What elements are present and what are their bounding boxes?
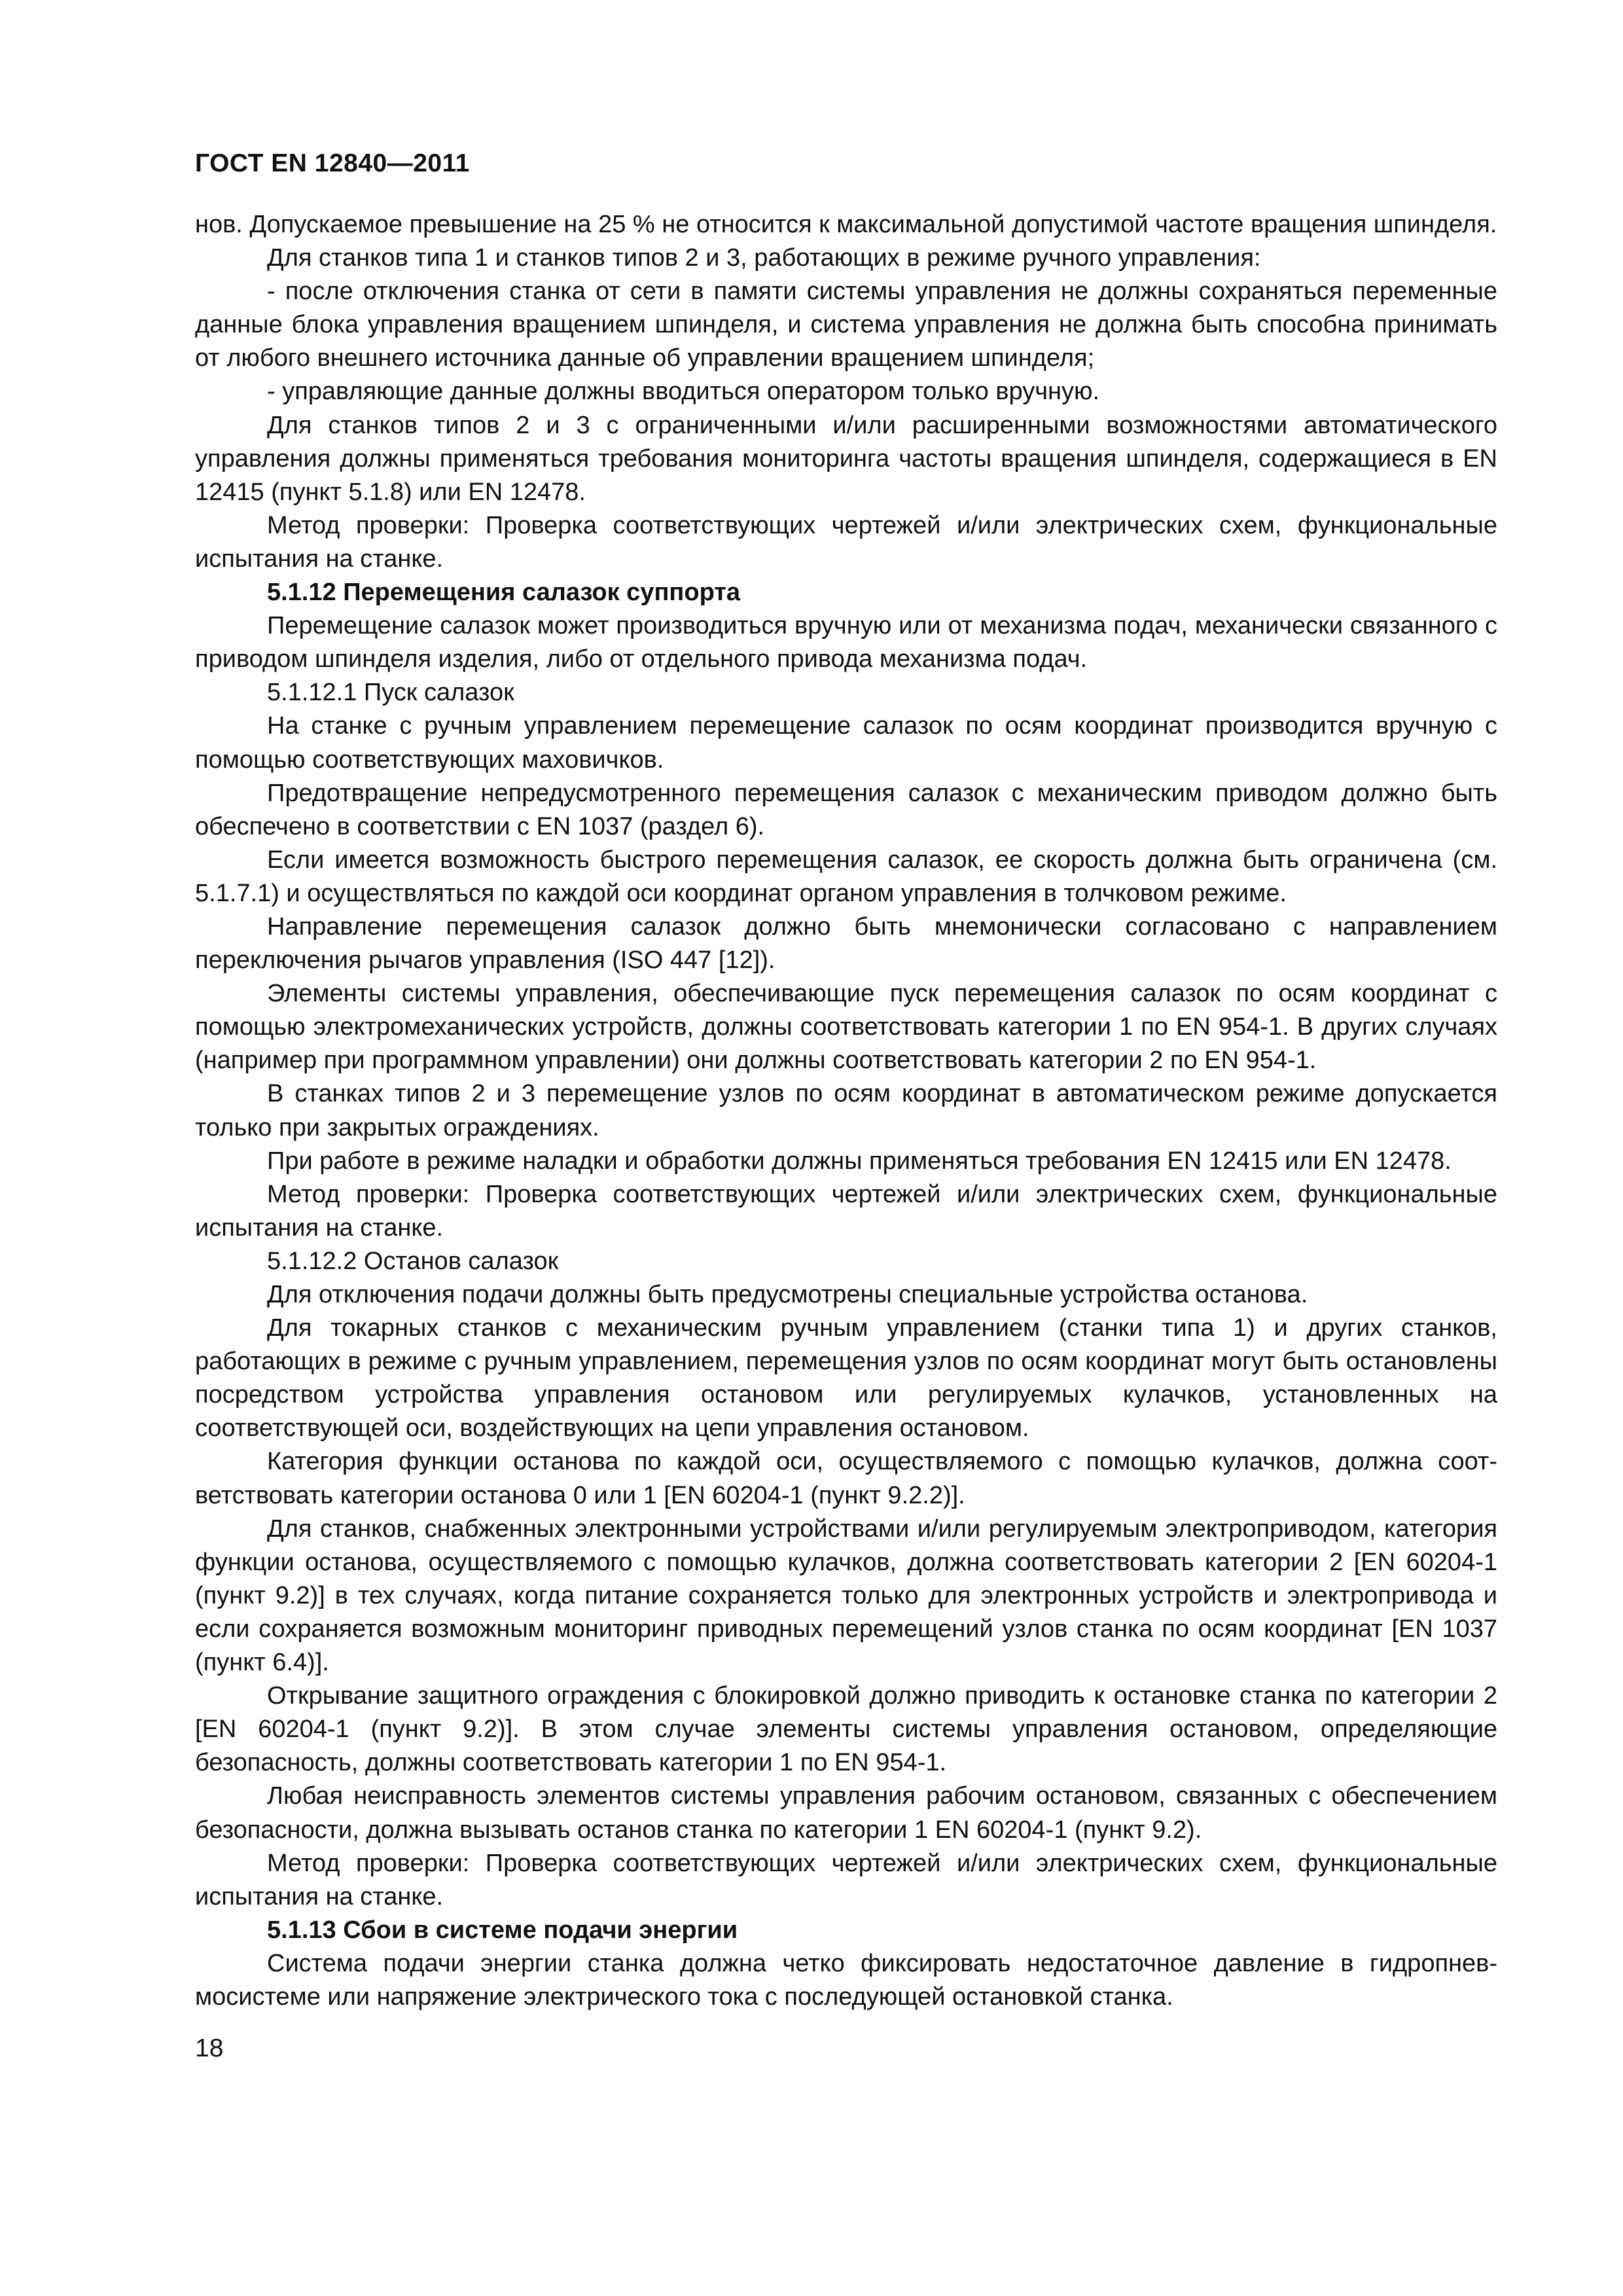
page-number: 18 bbox=[195, 2034, 224, 2062]
paragraph-continuation: нов. Допускаемое превышение на 25 % не относится к максимальной допустимой частоте вращения шпинделя. bbox=[195, 211, 1497, 238]
paragraph: Предотвращение непредусмотренного перемещения салазок с механическим приводом должно быть обеспечено в соответствии с EN 1037 (раздел 6). bbox=[195, 779, 1497, 840]
paragraph: Категория функции останова по каждой оси, осуществляемого с помощью кулачков, должна соответствовать категории останова 0 или 1 [EN 60204-1 (пункт 9.2.2)]. bbox=[195, 1448, 1497, 1509]
list-item: - после отключения станка от сети в памяти системы управления не должны сохраняться переменные данные блока управления вращением шпинделя, и система управления не должна быть способна принимать от любого внешнего источника данные об управлении вращением шпинделя; bbox=[195, 278, 1497, 372]
paragraph: На станке с ручным управлением перемещение салазок по осям координат производится вручную с помощью соответствующих маховичков. bbox=[195, 712, 1497, 774]
body-text bbox=[195, 208, 1497, 2014]
paragraph: Перемещение салазок может производиться вручную или от механизма подач, механически связанного с приводом шпинделя изделия, либо от отдельного привода механизма подач. bbox=[195, 612, 1497, 673]
paragraph: Метод проверки: Проверка соответствующих чертежей и/или электрических схем, функциональные испытания на станке. bbox=[195, 1180, 1497, 1242]
paragraph: В станках типов 2 и 3 перемещение узлов по осям координат в автоматическом режиме допускается только при закрытых ограждениях. bbox=[195, 1080, 1497, 1141]
paragraph: Для станков типов 2 и 3 с ограниченными и/или расширенными возможностями автоматического управления должны применяться требования мониторинга частоты вращения шпинделя, содержащиеся в EN 12415 (пункт 5.1.8) или EN 12478. bbox=[195, 411, 1497, 506]
section-heading-5-1-12: 5.1.12 Перемещения салазок суппорта bbox=[267, 579, 741, 607]
paragraph: Для станков, снабженных электронными устройствами и/или регулируемым электроприводом, категория функции останова, осуществляемого с помощью кулачков, должна соответствовать категории 2 [EN 60204-1 (пункт 9.2)] в тех случаях, когда питание сохраняется только для электронных устройств и электропривода и если сохраняется возможным мониторинг приводных перемещений узлов станка по осям координат [EN 1037 (пункт 6.4)]. bbox=[195, 1515, 1497, 1677]
subsection-heading-5-1-12-2: 5.1.12.2 Останов салазок bbox=[267, 1247, 559, 1275]
paragraph: Направление перемещения салазок должно быть мнемонически согласовано с направлением переключения рычагов управления (ISO 447 [12]). bbox=[195, 912, 1497, 975]
paragraph: При работе в режиме наладки и обработки должны применяться требования EN 12415 или EN 12478. bbox=[267, 1147, 1452, 1175]
paragraph: Метод проверки: Проверка соответствующих чертежей и/или электрических схем, функциональные испытания на станке. bbox=[195, 1849, 1497, 1910]
paragraph: Метод проверки: Проверка соответствующих чертежей и/или электрических схем, функциональные испытания на станке. bbox=[195, 511, 1497, 573]
paragraph: Если имеется возможность быстрого перемещения салазок, ее скорость должна быть ограничена (см. 5.1.7.1) и осуществляться по каждой оси координат органом управления в толчковом режиме. bbox=[195, 846, 1497, 907]
section-heading-5-1-13: 5.1.13 Сбои в системе подачи энергии bbox=[267, 1916, 738, 1944]
subsection-heading-5-1-12-1: 5.1.12.1 Пуск салазок bbox=[267, 679, 514, 707]
list-item: - управляющие данные должны вводиться оператором только вручную. bbox=[267, 378, 1100, 406]
paragraph: Открывание защитного ограждения с блокировкой должно приводить к остановке станка по категории 2 [EN 60204-1 (пункт 9.2)]. В этом случае элементы системы управления остановом, определяющие безопасность, должны соответствовать категории 1 по EN 954-1. bbox=[195, 1682, 1497, 1777]
paragraph: Для отключения подачи должны быть предусмотрены специальные устройства останова. bbox=[267, 1281, 1308, 1308]
paragraph: Элементы системы управления, обеспечивающие пуск перемещения салазок по осям координат с помощью электромеханических устройств, должны соответствовать категории 1 по EN 954-1. В других случаях (например при программном управлении) они должны соответствовать категории 2 по EN 954-1. bbox=[195, 980, 1497, 1075]
standard-header: ГОСТ EN 12840—2011 bbox=[195, 149, 470, 177]
paragraph: Для токарных станков с механическим ручным управлением (станки типа 1) и других станков, работающих в режиме с ручным управлением, перемещения узлов по осям координат могут быть остановлены посредством устройства управления остановом или регулируемых кулачков, установленных на соответствующей оси, воздействующих на цепи управления остановом. bbox=[195, 1314, 1497, 1443]
paragraph: Любая неисправность элементов системы управления рабочим остановом, связанных с обеспечением безопасности, должна вызывать останов станка по категории 1 EN 60204-1 (пункт 9.2). bbox=[195, 1782, 1497, 1844]
paragraph: Система подачи энергии станка должна четко фиксировать недостаточное давление в гидропневмосистеме или напряжение электрического тока с последующей остановкой станка. bbox=[195, 1949, 1497, 2011]
paragraph: Для станков типа 1 и станков типов 2 и 3, работающих в режиме ручного управления: bbox=[267, 244, 1261, 272]
